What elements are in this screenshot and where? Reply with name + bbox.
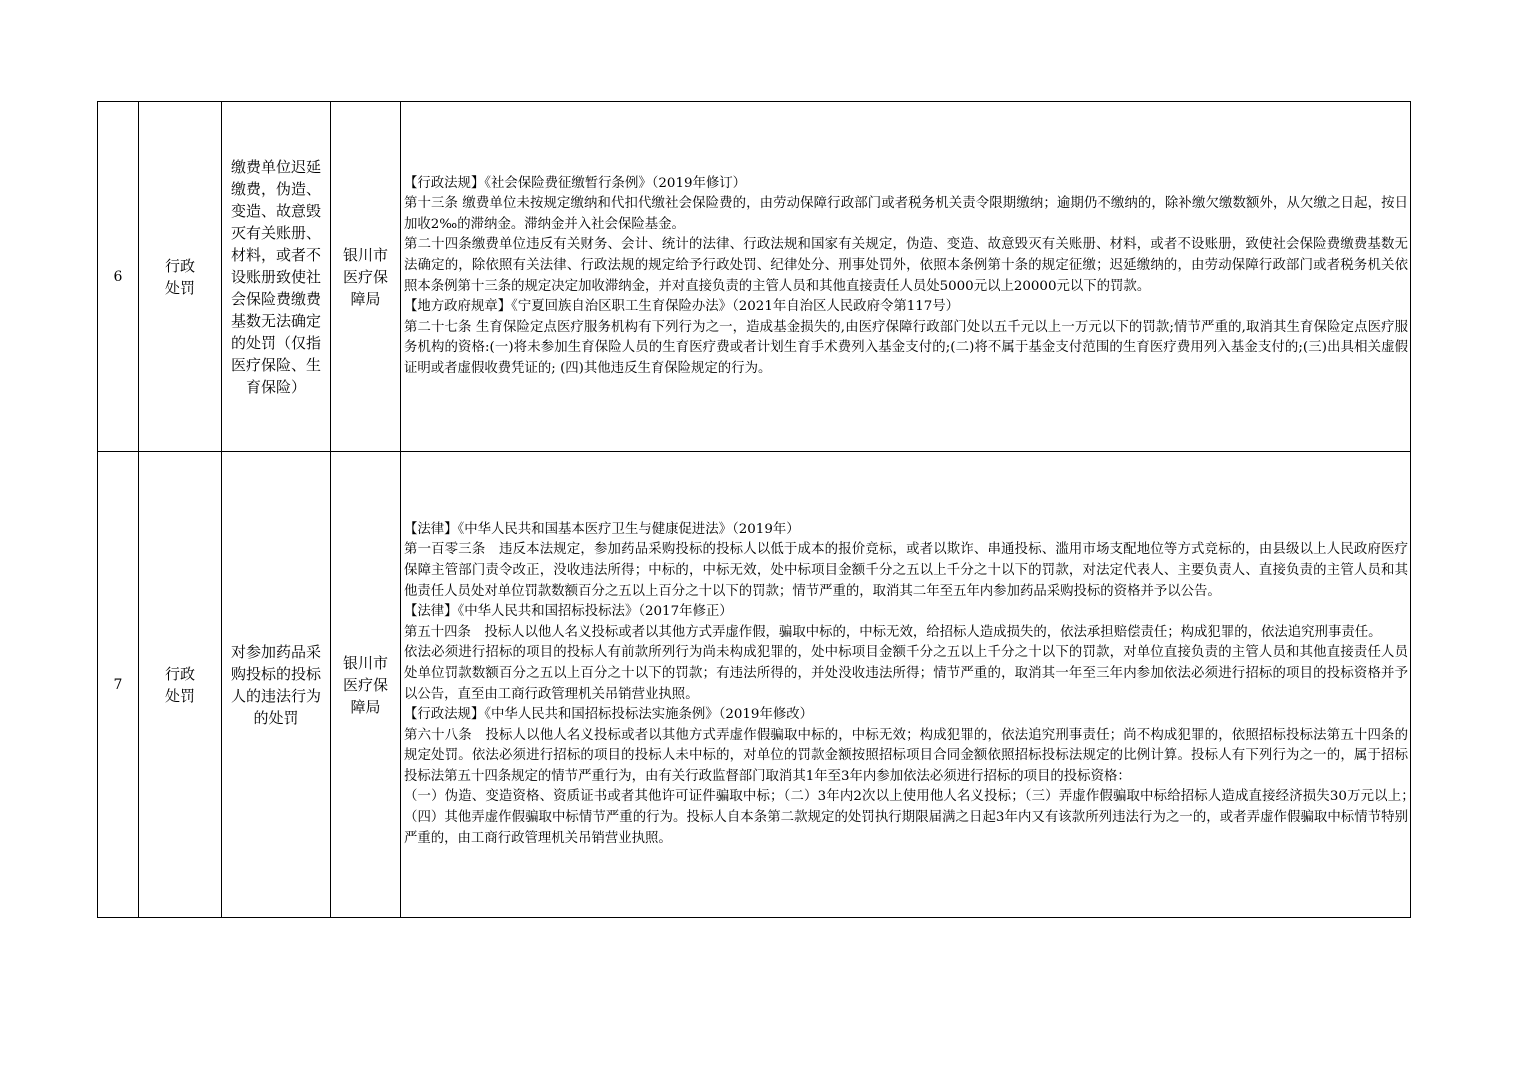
basis-line: 第五十四条 投标人以他人名义投标或者以其他方式弄虚作假，骗取中标的，中标无效，给招标人造成损失的，依法承担赔偿责任；构成犯罪的，依法追究刑事责任。 <box>404 624 1382 640</box>
legal-basis <box>401 102 1411 452</box>
basis-line: 第一百零三条 违反本法规定，参加药品采购投标的投标人以低于成本的报价竞标，或者以欺诈、串通投标、滥用市场支配地位等方式竞标的，由县级以上人民政府医疗保障主管部门责令改正，没收违法所得；中标的，中标无效，处中标项目金额千分之五以上千分之十以下的罚款，对法定代表人、主要负责人、直接负责的主管人员和其他责任人员处对单位罚款数额百分之五以上百分之十以下的罚款；情节严重的，取消其二年至五年内参加药品采购投标的资格并予以公告。 <box>404 542 1408 599</box>
basis-line: 【行政法规】《中华人民共和国招标投标法实施条例》（2019年修改） <box>404 707 814 723</box>
punishment-table <box>97 101 1449 918</box>
basis-line: 第二十七条 生育保险定点医疗服务机构有下列行为之一，造成基金损失的,由医疗保障行政部门处以五千元以上一万元以下的罚款;情节严重的,取消其生育保险定点医疗服务机构的资格:(一)将未参加生育保险人员的生育医疗费或者计划生育手术费列入基金支付的;(二)将不属于基金支付范围的生育医疗费用列入基金支付的;(三)出具相关虚假证明或者虚假收费凭证的; (四)其他违反生育保险规定的行为。 <box>404 319 1408 376</box>
basis-line: 第十三条 缴费单位未按规定缴纳和代扣代缴社会保险费的，由劳动保障行政部门或者税务机关责令限期缴纳；逾期仍不缴纳的，除补缴欠缴数额外，从欠缴之日起，按日加收2‰的滞纳金。滞纳金并入社会保险基金。 <box>404 196 1408 232</box>
basis-line: 依法必须进行招标的项目的投标人有前款所列行为尚未构成犯罪的，处中标项目金额千分之五以上千分之十以下的罚款，对单位直接负责的主管人员和其他直接责任人员处单位罚款数额百分之五以上百分之十以下的罚款；有违法所得的，并处没收违法所得；情节严重的，取消其一年至三年内参加依法必须进行招标的项目的投标资格并予以公告，直至由工商行政管理机关吊销营业执照。 <box>404 645 1408 702</box>
table-row <box>98 102 1411 452</box>
basis-line: 【行政法规】《社会保险费征缴暂行条例》（2019年修订） <box>404 175 747 191</box>
basis-line: 第二十四条缴费单位违反有关财务、会计、统计的法律、行政法规和国家有关规定，伪造、变造、故意毁灭有关账册、材料，或者不设账册，致使社会保险费缴费基数无法确定的，除依照有关法律、行政法规的规定给予行政处罚、纪律处分、刑事处罚外，依照本条例第十条的规定征缴；迟延缴纳的，由劳动保障行政部门或者税务机关依照本条例第十三条的规定决定加收滞纳金，并对直接负责的主管人员和其他直接责任人员处5000元以上20000元以下的罚款。 <box>404 237 1408 294</box>
basis-line: 【地方政府规章】《宁夏回族自治区职工生育保险办法》（2021年自治区人民政府令第117号） <box>404 299 960 315</box>
legal-basis <box>401 452 1449 918</box>
basis-line: 第六十八条 投标人以他人名义投标或者以其他方式弄虚作假骗取中标的，中标无效；构成犯罪的，依法追究刑事责任；尚不构成犯罪的，依照招标投标法第五十四条的规定处罚。依法必须进行招标的项目的投标人未中标的，对单位的罚款金额按照招标项目合同金额依照招标投标法规定的比例计算。投标人有下列行为之一的，属于招标投标法第五十四条规定的情节严重行为，由有关行政监督部门取消其1年至3年内参加依法必须进行招标的项目的投标资格： <box>404 727 1408 784</box>
punishment-type: 行政 处罚 <box>139 452 222 918</box>
basis-line: 【法律】《中华人民共和国招标投标法》（2017年修正） <box>404 604 733 620</box>
punishment-type: 行政 处罚 <box>139 102 222 452</box>
basis-line: （一）伪造、变造资格、资质证书或者其他许可证件骗取中标；（二）3年内2次以上使用他人名义投标；（三）弄虚作假骗取中标给招标人造成直接经济损失30万元以上； （四）其他弄虚作假骗取中标情节严重的行为。投标人自本条第二款规定的处罚执行期限届满之日起3年内又有该款所列违法行为之一的，或者弄虚作假骗取中标情节特别严重的，由工商行政管理机关吊销营业执照。 <box>404 789 1449 846</box>
department: 银川市 医疗保 障局 <box>331 102 401 452</box>
row-number: 6 <box>98 102 139 452</box>
basis-line: 【法律】《中华人民共和国基本医疗卫生与健康促进法》（2019年） <box>404 521 800 537</box>
table-row <box>98 452 1411 918</box>
row-number: 7 <box>98 452 139 918</box>
punishment-item: 缴费单位迟延缴费，伪造、变造、故意毁灭有关账册、材料，或者不设账册致使社会保险费缴费基数无法确定的处罚（仅指医疗保险、生育保险） <box>222 102 331 452</box>
punishment-item: 对参加药品采购投标的投标人的违法行为的处罚 <box>222 452 331 918</box>
department: 银川市 医疗保 障局 <box>331 452 401 918</box>
